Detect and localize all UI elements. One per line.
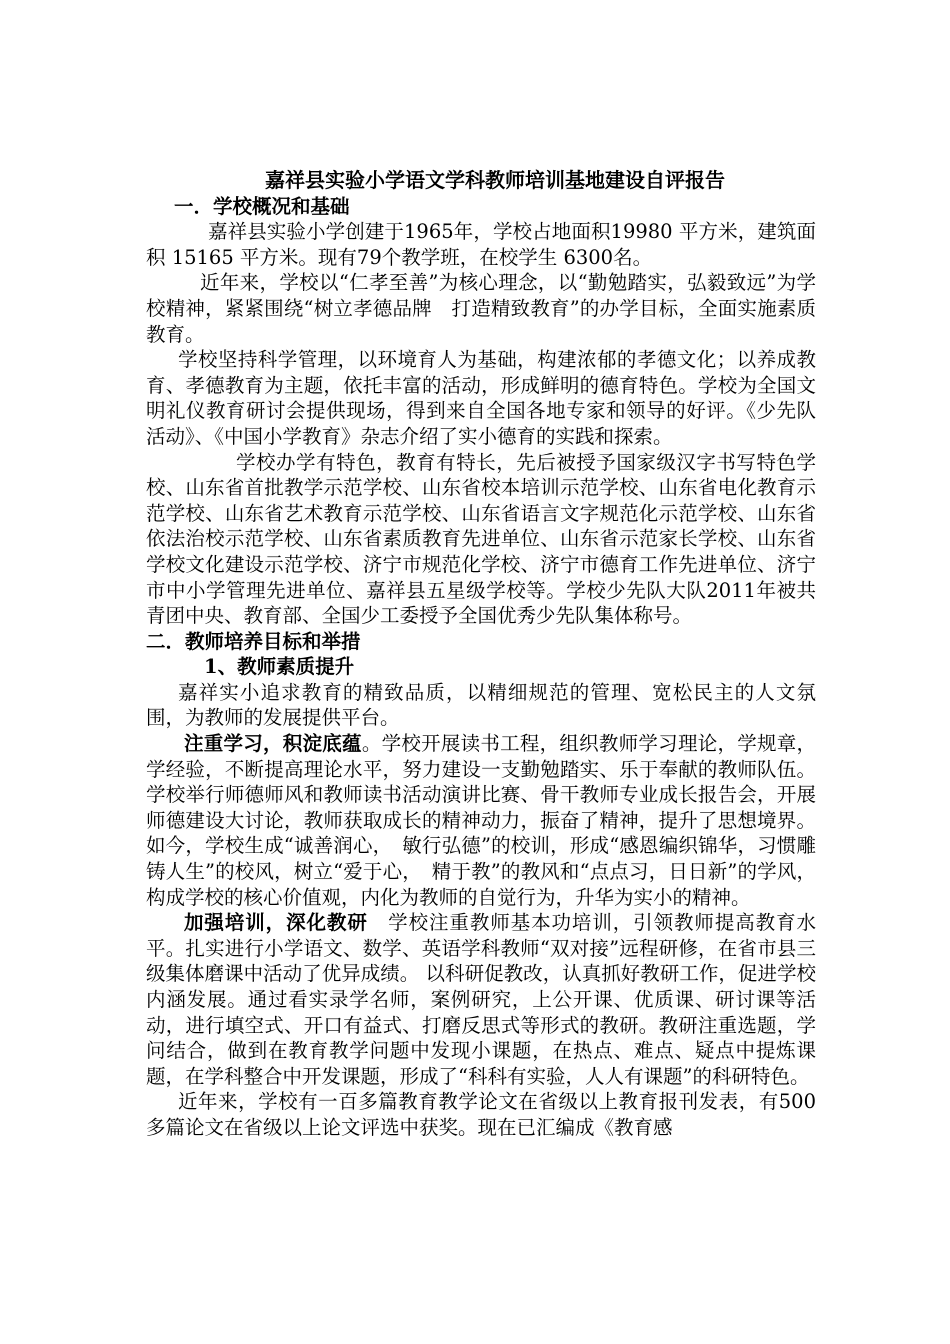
- paragraph-philosophy: 近年来，学校以“仁孝至善”为核心理念，以“勤勉踏实，弘毅致远”为学校精神，紧紧围绕“树立孝德品牌 打造精致教育”的办学目标，全面实施素质教育。: [146, 271, 816, 346]
- subsection-heading-quality: 1、教师素质提升: [204, 655, 355, 679]
- paragraph-management: 学校坚持科学管理，以环境育人为基础，构建浓郁的孝德文化；以养成教育、孝德教育为主题，依托丰富的活动，形成鲜明的德育特色。学校为全国文明礼仪教育研讨会提供现场，得到来自全国各地专家和领导的好评。《少先队活动》、《中国小学教育》杂志介绍了实小德育的实践和探索。: [146, 348, 816, 448]
- paragraph-publications: 近年来，学校有一百多篇教育教学论文在省级以上教育报刊发表，有500多篇论文在省级以上论文评选中获奖。现在已汇编成《教育感: [146, 1090, 816, 1139]
- section-heading-overview: 一．学校概况和基础: [174, 194, 350, 218]
- paragraph-lead-research: 加强培训，深化教研: [184, 911, 368, 935]
- paragraph-founding: 嘉祥县实验小学创建于1965年，学校占地面积19980 平方米，建筑面积 15165 平方米。现有79个教学班，在校学生 6300名。: [146, 220, 816, 269]
- paragraph-pursuit: 嘉祥实小追求教育的精致品质，以精细规范的管理、宽松民主的人文氛围，为教师的发展提供平台。: [146, 680, 816, 730]
- paragraph-lead-learning: 注重学习，积淀底蕴: [184, 732, 362, 756]
- paragraph-body-research: 学校注重教师基本功培训，引领教师提高教育水平。扎实进行小学语文、数学、英语学科教师“双对接”远程研修，在省市县三级集体磨课中活动了优异成绩。 以科研促教改，认真抓好教研工作，促进学校内涵发展。通过看实录学名师，案例研究，上公开课、优质课、研讨课等活动，进行填空式、开口有益式、打磨反思式等形式的教研。教研注重选题，学问结合，做到在教育教学问题中发现小课题，在热点、难点、疑点中提炼课题，在学科整合中开发课题，形成了“科科有实验，人人有课题”的科研特色。: [146, 911, 816, 1088]
- paragraph-body-learning: 。学校开展读书工程，组织教师学习理论，学规章，学经验，不断提高理论水平，努力建设一支勤勉踏实、乐于奉献的教师队伍。学校举行师德师风和教师读书活动演讲比赛、骨干教师专业成长报告会，开展师德建设大讨论，教师获取成长的精神动力，振奋了精神，提升了思想境界。如今，学校生成“诚善润心， 敏行弘德”的校训，形成“感恩编织锦华，习惯雕铸人生”的校风，树立“爱于心， 精于教”的教风和“点点习，日日新”的学风，构成学校的核心价值观，内化为教师的自觉行为，升华为实小的精神。: [146, 732, 816, 909]
- document-title: 嘉祥县实验小学语文学科教师培训基地建设自评报告: [265, 168, 725, 192]
- document-page: [146, 168, 816, 1141]
- paragraph-learning: [146, 731, 816, 910]
- paragraph-honors: 学校办学有特色，教育有特长，先后被授予国家级汉字书写特色学校、山东省首批教学示范学校、山东省校本培训示范学校、山东省电化教育示范学校、山东省艺术教育示范学校、山东省语言文字规范化示范学校、山东省依法治校示范学校、山东省素质教育先进单位、山东省示范家长学校、山东省学校文化建设示范学校、济宁市规范化学校、济宁市德育工作先进单位、济宁市中小学管理先进单位、嘉祥县五星级学校等。学校少先队大队2011年被共青团中央、教育部、全国少工委授予全国优秀少先队集体称号。: [146, 450, 816, 628]
- section-heading-teacher-training: 二．教师培养目标和举措: [146, 629, 361, 653]
- paragraph-research: [146, 910, 816, 1089]
